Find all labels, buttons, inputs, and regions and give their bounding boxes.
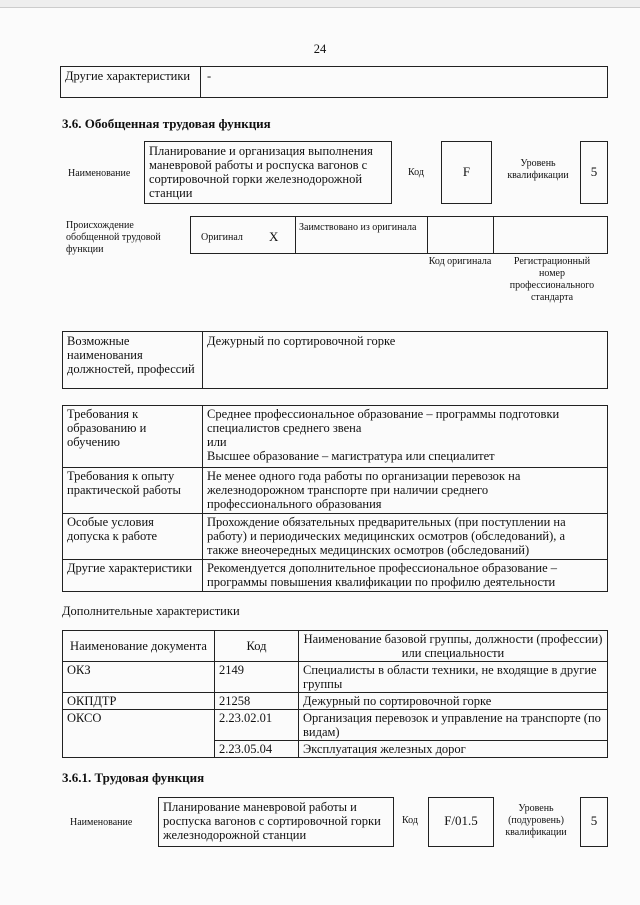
req-line: Прохождение обязательных предварительных (при поступлении на [207,515,566,529]
positions-value: Дежурный по сортировочной горке [207,334,396,348]
s361-name-label: Наименование [70,817,133,828]
req-value [203,514,608,560]
req-line: Рекомендуется дополнительное профессиональное образование – [207,561,558,575]
cell-code: 2.23.05.04 [215,741,299,758]
divider [295,216,296,254]
original-mark: X [269,229,279,244]
cell-doc: ОКЗ [63,662,215,693]
s36-name-label: Наименование [68,168,131,179]
additional-heading: Дополнительные характеристики [62,604,240,618]
s36-level-label: Уровень квалификации [507,158,569,181]
s36-code-label: Код [408,167,424,178]
col-name-header: Наименование базовой группы, должности (профессии) или специальности [299,631,608,662]
top-other-label: Другие характеристики [65,69,191,83]
origin-label: Происхождение обобщенной трудовой функции [66,220,161,255]
s361-code-box: F/01.5 [428,797,494,847]
req-line: программы повышения квалификации по профилю деятельности [207,575,556,589]
s36-name-box: Планирование и организация выполнения маневровой работы и роспуска вагонов с сортировочной горки железнодорожной станции [144,141,392,204]
s36-code-box: F [441,141,492,204]
positions-row [62,331,608,389]
top-other-value: - [207,69,212,83]
cell-name: Специалисты в области техники, не входящие в другие группы [299,662,608,693]
req-line: или [207,435,227,449]
req-value [203,560,608,592]
req-value [203,468,608,514]
requirement-row [63,406,608,468]
req-label: Особые условия допуска к работе [63,514,203,560]
positions-label: Возможные наименования должностей, профессий [67,334,195,376]
table-row [63,662,608,693]
req-line: железнодорожном транспорте при наличии среднего [207,483,489,497]
divider [493,216,494,254]
cell-code: 21258 [215,693,299,710]
s361-level-box: 5 [580,797,608,847]
borrowed-label: Заимствовано из оригинала [299,222,417,233]
req-value [203,406,608,468]
requirements-table [62,405,608,592]
top-other-row [60,66,608,98]
req-label: Другие характеристики [63,560,203,592]
req-line: Не менее одного года работы по организации перевозок на [207,469,521,483]
cell-name: Организация перевозок и управление на транспорте (по видам) [299,710,608,741]
cell-doc: ОКСО [63,710,215,758]
cell-code: 2149 [215,662,299,693]
reg-number-label: Регистрационный номер профессионального стандарта [509,256,595,303]
cell-code: 2.23.02.01 [215,710,299,741]
s36-level-box: 5 [580,141,608,204]
divider [427,216,428,254]
requirement-row [63,514,608,560]
divider [202,331,203,389]
req-line: также внеочередных медицинских осмотров (обследований) [207,543,530,557]
req-line: Высшее образование – магистратура или специалитет [207,449,495,463]
s361-name-box: Планирование маневровой работы и роспуска вагонов с сортировочной горки железнодорожной станции [158,797,394,847]
code-original-label: Код оригинала [428,256,492,267]
s361-level-label: Уровень (подуровень) квалификации [505,803,567,838]
original-label: Оригинал [201,232,243,243]
col-doc-header: Наименование документа [63,631,215,662]
page-number: 24 [313,42,327,56]
req-label: Требования к опыту практической работы [63,468,203,514]
req-line: работу) и периодических медицинских осмотров (обследований), а [207,529,566,543]
additional-table [62,630,608,758]
col-code-header: Код [215,631,299,662]
table-header-row [63,631,608,662]
cell-name: Дежурный по сортировочной горке [299,693,608,710]
section-36-heading: 3.6. Обобщенная трудовая функция [62,116,271,131]
req-line: специалистов среднего звена [207,421,362,435]
requirement-row [63,560,608,592]
req-label: Требования к образованию и обучению [63,406,203,468]
table-row [63,693,608,710]
divider [200,66,201,98]
req-line: Среднее профессиональное образование – программы подготовки [207,407,560,421]
req-line: профессионального образования [207,497,382,511]
origin-row [190,216,608,254]
scan-top-edge [0,0,640,8]
cell-doc: ОКПДТР [63,693,215,710]
section-361-heading: 3.6.1. Трудовая функция [62,770,205,785]
cell-name: Эксплуатация железных дорог [299,741,608,758]
s361-code-label: Код [402,815,418,826]
requirement-row [63,468,608,514]
table-row [63,710,608,741]
